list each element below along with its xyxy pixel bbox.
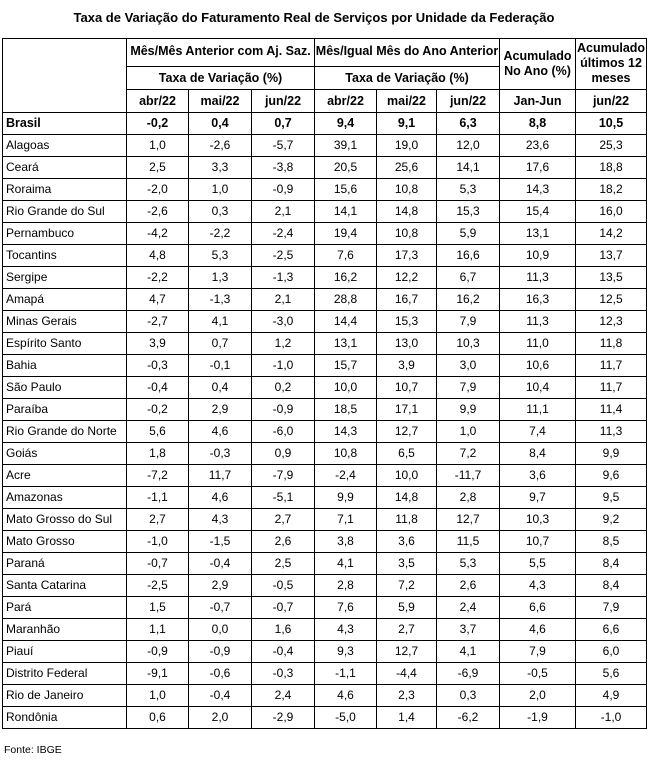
header-acumulado-12-meses: Acumulado últimos 12 meses [576, 39, 647, 90]
state-name: Roraima [3, 179, 127, 201]
value-cell: -5,1 [252, 487, 315, 509]
value-cell: -2,5 [252, 245, 315, 267]
period-header: jun/22 [576, 90, 647, 113]
value-cell: -1,0 [127, 531, 189, 553]
value-cell: 13,1 [315, 333, 377, 355]
value-cell: 2,9 [189, 399, 252, 421]
value-cell: 0,6 [127, 707, 189, 729]
value-cell: -0,9 [252, 399, 315, 421]
value-cell: 5,9 [377, 597, 437, 619]
value-cell: 0,3 [189, 201, 252, 223]
state-name: Rio Grande do Norte [3, 421, 127, 443]
value-cell: 9,1 [377, 113, 437, 135]
value-cell: 12,7 [437, 509, 500, 531]
table-row [3, 267, 647, 289]
state-name: Rio Grande do Sul [3, 201, 127, 223]
value-cell: -0,9 [127, 641, 189, 663]
value-cell: -0,7 [127, 553, 189, 575]
value-cell: -2,0 [127, 179, 189, 201]
value-cell: -0,7 [189, 597, 252, 619]
value-cell: 12,7 [377, 641, 437, 663]
table-row [3, 245, 647, 267]
value-cell: 6,5 [377, 443, 437, 465]
value-cell: 28,8 [315, 289, 377, 311]
value-cell: 4,8 [127, 245, 189, 267]
value-cell: -0,3 [252, 663, 315, 685]
value-cell: 8,4 [500, 443, 576, 465]
value-cell: -1,1 [315, 663, 377, 685]
value-cell: 11,7 [576, 377, 647, 399]
value-cell: 11,7 [576, 355, 647, 377]
value-cell: -2,7 [127, 311, 189, 333]
value-cell: 1,1 [127, 619, 189, 641]
value-cell: -1,0 [252, 355, 315, 377]
state-header-cell [3, 39, 127, 113]
value-cell: 2,7 [377, 619, 437, 641]
value-cell: 10,7 [500, 531, 576, 553]
period-header: abr/22 [127, 90, 189, 113]
value-cell: 1,0 [437, 421, 500, 443]
value-cell: 11,8 [576, 333, 647, 355]
table-row [3, 531, 647, 553]
value-cell: 11,3 [500, 311, 576, 333]
state-name: Ceará [3, 157, 127, 179]
value-cell: 16,2 [437, 289, 500, 311]
table-row [3, 443, 647, 465]
value-cell: 7,2 [377, 575, 437, 597]
value-cell: -11,7 [437, 465, 500, 487]
period-header: jun/22 [252, 90, 315, 113]
value-cell: -0,4 [189, 685, 252, 707]
value-cell: 4,6 [189, 421, 252, 443]
value-cell: 14,3 [500, 179, 576, 201]
value-cell: -2,9 [252, 707, 315, 729]
value-cell: -0,1 [189, 355, 252, 377]
value-cell: -6,2 [437, 707, 500, 729]
value-cell: -5,7 [252, 135, 315, 157]
value-cell: 17,3 [377, 245, 437, 267]
value-cell: -1,5 [189, 531, 252, 553]
value-cell: -2,2 [189, 223, 252, 245]
value-cell: 9,3 [315, 641, 377, 663]
value-cell: 0,3 [437, 685, 500, 707]
value-cell: 0,9 [252, 443, 315, 465]
value-cell: 8,4 [576, 553, 647, 575]
value-cell: 18,5 [315, 399, 377, 421]
state-name: Alagoas [3, 135, 127, 157]
value-cell: 20,5 [315, 157, 377, 179]
value-cell: -1,9 [500, 707, 576, 729]
table-row [3, 575, 647, 597]
value-cell: 18,8 [576, 157, 647, 179]
value-cell: -3,8 [252, 157, 315, 179]
value-cell: 2,9 [189, 575, 252, 597]
value-cell: 0,0 [189, 619, 252, 641]
value-cell: 2,0 [500, 685, 576, 707]
value-cell: -2,4 [315, 465, 377, 487]
value-cell: 3,3 [189, 157, 252, 179]
value-cell: 14,3 [315, 421, 377, 443]
value-cell: 6,0 [576, 641, 647, 663]
table-row [3, 641, 647, 663]
table-row [3, 399, 647, 421]
table-row [3, 597, 647, 619]
value-cell: 11,1 [500, 399, 576, 421]
value-cell: -1,0 [576, 707, 647, 729]
value-cell: 4,7 [127, 289, 189, 311]
value-cell: 5,3 [437, 553, 500, 575]
value-cell: 14,4 [315, 311, 377, 333]
value-cell: -1,3 [189, 289, 252, 311]
value-cell: 2,6 [252, 531, 315, 553]
value-cell: 6,7 [437, 267, 500, 289]
value-cell: 8,8 [500, 113, 576, 135]
value-cell: 3,0 [437, 355, 500, 377]
value-cell: 15,7 [315, 355, 377, 377]
value-cell: 1,0 [127, 685, 189, 707]
header-mes-anterior: Mês/Mês Anterior com Aj. Saz. [127, 39, 315, 67]
value-cell: 1,2 [252, 333, 315, 355]
value-cell: 10,5 [576, 113, 647, 135]
table-row [3, 311, 647, 333]
table-row [3, 157, 647, 179]
value-cell: 3,9 [377, 355, 437, 377]
subheader-taxa-1: Taxa de Variação (%) [127, 66, 315, 89]
value-cell: 9,5 [576, 487, 647, 509]
value-cell: 16,7 [377, 289, 437, 311]
table-row [3, 663, 647, 685]
state-name: Mato Grosso [3, 531, 127, 553]
table-row [3, 179, 647, 201]
value-cell: -0,4 [252, 641, 315, 663]
value-cell: 3,9 [127, 333, 189, 355]
value-cell: 5,6 [576, 663, 647, 685]
value-cell: 11,3 [576, 421, 647, 443]
value-cell: 9,9 [437, 399, 500, 421]
value-cell: 9,9 [576, 443, 647, 465]
value-cell: -0,9 [189, 641, 252, 663]
value-cell: 9,7 [500, 487, 576, 509]
value-cell: 0,7 [252, 113, 315, 135]
value-cell: 16,3 [500, 289, 576, 311]
value-cell: 1,0 [189, 179, 252, 201]
state-name: Pará [3, 597, 127, 619]
value-cell: 13,5 [576, 267, 647, 289]
value-cell: 7,6 [315, 245, 377, 267]
value-cell: 12,3 [576, 311, 647, 333]
value-cell: 2,7 [252, 509, 315, 531]
value-cell: 39,1 [315, 135, 377, 157]
value-cell: -1,1 [127, 487, 189, 509]
value-cell: 2,1 [252, 201, 315, 223]
value-cell: 15,3 [437, 201, 500, 223]
value-cell: 1,8 [127, 443, 189, 465]
value-cell: 12,5 [576, 289, 647, 311]
value-cell: 8,4 [576, 575, 647, 597]
value-cell: -9,1 [127, 663, 189, 685]
state-name: Minas Gerais [3, 311, 127, 333]
value-cell: 10,3 [437, 333, 500, 355]
value-cell: 8,5 [576, 531, 647, 553]
value-cell: -1,3 [252, 267, 315, 289]
value-cell: 16,0 [576, 201, 647, 223]
value-cell: 10,4 [500, 377, 576, 399]
value-cell: 2,5 [127, 157, 189, 179]
period-header: Jan-Jun [500, 90, 576, 113]
value-cell: 6,6 [576, 619, 647, 641]
value-cell: 10,0 [315, 377, 377, 399]
value-cell: 14,8 [377, 201, 437, 223]
value-cell: 7,1 [315, 509, 377, 531]
table-row [3, 223, 647, 245]
table-row [3, 619, 647, 641]
value-cell: 10,9 [500, 245, 576, 267]
table-row [3, 355, 647, 377]
state-name: Espírito Santo [3, 333, 127, 355]
value-cell: 10,3 [500, 509, 576, 531]
value-cell: 4,3 [189, 509, 252, 531]
value-cell: 9,6 [576, 465, 647, 487]
value-cell: 0,7 [189, 333, 252, 355]
table-row [3, 421, 647, 443]
state-name: Santa Catarina [3, 575, 127, 597]
table-row [3, 333, 647, 355]
value-cell: -5,0 [315, 707, 377, 729]
value-cell: 11,7 [189, 465, 252, 487]
value-cell: 14,1 [437, 157, 500, 179]
table-row [3, 135, 647, 157]
value-cell: 4,9 [576, 685, 647, 707]
value-cell: -2,4 [252, 223, 315, 245]
state-name: Brasil [3, 113, 127, 135]
state-name: Goiás [3, 443, 127, 465]
value-cell: 7,2 [437, 443, 500, 465]
value-cell: -0,5 [500, 663, 576, 685]
period-header: jun/22 [437, 90, 500, 113]
value-cell: 11,5 [437, 531, 500, 553]
value-cell: 12,7 [377, 421, 437, 443]
state-name: Sergipe [3, 267, 127, 289]
value-cell: 2,4 [437, 597, 500, 619]
value-cell: 10,0 [377, 465, 437, 487]
value-cell: 4,6 [189, 487, 252, 509]
value-cell: 9,2 [576, 509, 647, 531]
value-cell: 9,4 [315, 113, 377, 135]
value-cell: 4,3 [315, 619, 377, 641]
state-name: Paraná [3, 553, 127, 575]
value-cell: -2,2 [127, 267, 189, 289]
value-cell: 13,0 [377, 333, 437, 355]
value-cell: -6,9 [437, 663, 500, 685]
header-igual-mes: Mês/Igual Mês do Ano Anterior [315, 39, 500, 67]
value-cell: 4,6 [500, 619, 576, 641]
value-cell: 12,0 [437, 135, 500, 157]
value-cell: 15,6 [315, 179, 377, 201]
value-cell: 7,9 [500, 641, 576, 663]
state-name: Pernambuco [3, 223, 127, 245]
value-cell: -0,3 [189, 443, 252, 465]
state-name: Bahia [3, 355, 127, 377]
state-name: Tocantins [3, 245, 127, 267]
value-cell: 2,1 [252, 289, 315, 311]
state-name: Paraíba [3, 399, 127, 421]
value-cell: -6,0 [252, 421, 315, 443]
value-cell: -0,2 [127, 113, 189, 135]
table-row [3, 707, 647, 729]
value-cell: 23,6 [500, 135, 576, 157]
value-cell: -2,5 [127, 575, 189, 597]
value-cell: 5,5 [500, 553, 576, 575]
value-cell: 10,8 [377, 223, 437, 245]
value-cell: 25,3 [576, 135, 647, 157]
value-cell: -0,9 [252, 179, 315, 201]
value-cell: -3,0 [252, 311, 315, 333]
value-cell: 4,6 [315, 685, 377, 707]
value-cell: 2,7 [127, 509, 189, 531]
value-cell: 3,7 [437, 619, 500, 641]
value-cell: 12,2 [377, 267, 437, 289]
value-cell: 1,6 [252, 619, 315, 641]
table-row [3, 509, 647, 531]
table-row [3, 289, 647, 311]
value-cell: 2,8 [315, 575, 377, 597]
value-cell: 2,5 [252, 553, 315, 575]
state-name: Amazonas [3, 487, 127, 509]
value-cell: 5,9 [437, 223, 500, 245]
subheader-taxa-2: Taxa de Variação (%) [315, 66, 500, 89]
value-cell: 3,8 [315, 531, 377, 553]
value-cell: 2,8 [437, 487, 500, 509]
state-name: Mato Grosso do Sul [3, 509, 127, 531]
table-row [3, 113, 647, 135]
value-cell: -2,6 [189, 135, 252, 157]
table-row [3, 685, 647, 707]
period-header: mai/22 [189, 90, 252, 113]
value-cell: -0,7 [252, 597, 315, 619]
value-cell: 18,2 [576, 179, 647, 201]
value-cell: 4,1 [315, 553, 377, 575]
table-row [3, 465, 647, 487]
value-cell: 2,0 [189, 707, 252, 729]
value-cell: 3,6 [377, 531, 437, 553]
state-name: Rio de Janeiro [3, 685, 127, 707]
period-header: abr/22 [315, 90, 377, 113]
value-cell: 2,3 [377, 685, 437, 707]
value-cell: -0,4 [127, 377, 189, 399]
value-cell: 0,4 [189, 377, 252, 399]
value-cell: 7,6 [315, 597, 377, 619]
value-cell: 1,4 [377, 707, 437, 729]
value-cell: 11,3 [500, 267, 576, 289]
value-cell: -0,2 [127, 399, 189, 421]
value-cell: 16,6 [437, 245, 500, 267]
value-cell: 10,7 [377, 377, 437, 399]
state-name: Distrito Federal [3, 663, 127, 685]
state-name: Maranhão [3, 619, 127, 641]
value-cell: -4,2 [127, 223, 189, 245]
value-cell: -7,2 [127, 465, 189, 487]
value-cell: 3,6 [500, 465, 576, 487]
value-cell: -2,6 [127, 201, 189, 223]
value-cell: 25,6 [377, 157, 437, 179]
table-row [3, 487, 647, 509]
value-cell: 0,2 [252, 377, 315, 399]
state-name: Acre [3, 465, 127, 487]
value-cell: 1,3 [189, 267, 252, 289]
value-cell: 5,3 [189, 245, 252, 267]
state-name: São Paulo [3, 377, 127, 399]
value-cell: 7,4 [500, 421, 576, 443]
value-cell: 16,2 [315, 267, 377, 289]
value-cell: 19,0 [377, 135, 437, 157]
value-cell: 4,3 [500, 575, 576, 597]
value-cell: -0,4 [189, 553, 252, 575]
value-cell: 2,4 [252, 685, 315, 707]
value-cell: -7,9 [252, 465, 315, 487]
value-cell: 10,8 [315, 443, 377, 465]
value-cell: 10,6 [500, 355, 576, 377]
value-cell: 14,1 [315, 201, 377, 223]
value-cell: 13,1 [500, 223, 576, 245]
state-name: Rondônia [3, 707, 127, 729]
value-cell: 15,3 [377, 311, 437, 333]
value-cell: 5,3 [437, 179, 500, 201]
value-cell: 11,4 [576, 399, 647, 421]
value-cell: 5,6 [127, 421, 189, 443]
value-cell: 7,9 [437, 311, 500, 333]
value-cell: 14,8 [377, 487, 437, 509]
value-cell: 7,9 [576, 597, 647, 619]
value-cell: 0,4 [189, 113, 252, 135]
table-title: Taxa de Variação do Faturamento Real de Serviços por Unidade da Federação [73, 10, 555, 25]
value-cell: 3,5 [377, 553, 437, 575]
value-cell: 7,9 [437, 377, 500, 399]
value-cell: 4,1 [437, 641, 500, 663]
state-name: Amapá [3, 289, 127, 311]
value-cell: 15,4 [500, 201, 576, 223]
value-cell: 13,7 [576, 245, 647, 267]
value-cell: 1,5 [127, 597, 189, 619]
value-cell: 10,8 [377, 179, 437, 201]
table-row [3, 377, 647, 399]
value-cell: -0,3 [127, 355, 189, 377]
value-cell: -0,6 [189, 663, 252, 685]
value-cell: 14,2 [576, 223, 647, 245]
value-cell: 17,1 [377, 399, 437, 421]
data-table [2, 38, 647, 729]
table-row [3, 201, 647, 223]
value-cell: 6,3 [437, 113, 500, 135]
value-cell: 4,1 [189, 311, 252, 333]
value-cell: -0,5 [252, 575, 315, 597]
header-acumulado-ano: Acumulado No Ano (%) [500, 39, 576, 90]
state-name: Piauí [3, 641, 127, 663]
value-cell: 1,0 [127, 135, 189, 157]
value-cell: 11,0 [500, 333, 576, 355]
value-cell: 9,9 [315, 487, 377, 509]
source-note: Fonte: IBGE [4, 744, 62, 756]
value-cell: 2,6 [437, 575, 500, 597]
value-cell: 19,4 [315, 223, 377, 245]
value-cell: 17,6 [500, 157, 576, 179]
value-cell: 11,8 [377, 509, 437, 531]
table-row [3, 553, 647, 575]
period-header: mai/22 [377, 90, 437, 113]
value-cell: -4,4 [377, 663, 437, 685]
value-cell: 6,6 [500, 597, 576, 619]
